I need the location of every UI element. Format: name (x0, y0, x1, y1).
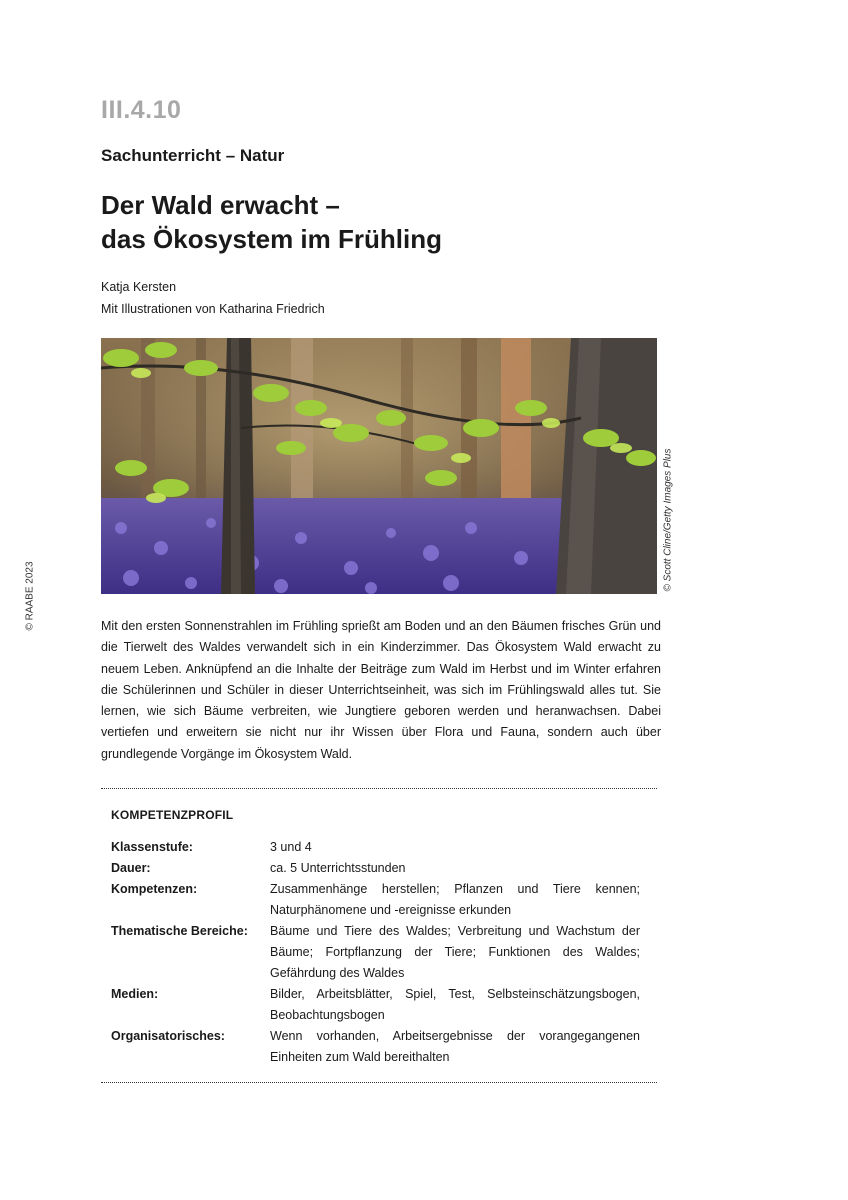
title-line-1: Der Wald erwacht – (101, 190, 340, 220)
profile-label: Dauer: (111, 861, 151, 875)
profile-label: Klassenstufe: (111, 840, 193, 854)
profile-row-medien (111, 984, 657, 1026)
divider-bottom (101, 1082, 657, 1083)
profile-row-organisatorisches (111, 1026, 657, 1068)
side-copyright: © RAABE 2023 (24, 561, 36, 631)
page-title (101, 188, 442, 256)
forest-photo-illustration (101, 338, 657, 594)
profile-value: Wenn vorhanden, Arbeitsergebnisse der vorangegangenen Einheiten zum Wald bereithalten (270, 1029, 640, 1064)
profile-row-klassenstufe (111, 837, 657, 858)
profile-value: 3 und 4 (270, 840, 312, 854)
photo-credit: © Scott Cline/Getty Images Plus (662, 448, 674, 592)
forest-photo (101, 338, 657, 594)
profile-label: Thematische Bereiche: (111, 924, 248, 938)
profile-row-dauer (111, 858, 657, 879)
profile-heading: KOMPETENZPROFIL (111, 808, 234, 822)
intro-paragraph: Mit den ersten Sonnenstrahlen im Frühling sprießt am Boden und an den Bäumen frisches Grün und die Tierwelt des Waldes verwandelt sich in ein Kinderzimmer. Das Ökosystem Wald erwacht zu neuem Leben. Anknüpfend an die Inhalte der Beiträge zum Wald im Herbst und im Winter erfahren die Schülerinnen und Schüler in dieser Unterrichtseinheit, was sich im Frühlingswald alles tut. Sie lernen, wie sich Bäume verbreiten, wie Jungtiere geboren werden und heranwachsen. Dabei vertiefen und erweitern sie nicht nur ihr Wissen über Flora und Fauna, sondern auch über grundlegende Vorgänge im Ökosystem Wald. (101, 619, 661, 761)
title-line-2: das Ökosystem im Frühling (101, 224, 442, 254)
unit-number: III.4.10 (101, 96, 182, 124)
subject-heading: Sachunterricht – Natur (101, 146, 285, 165)
profile-value: ca. 5 Unterrichtsstunden (270, 861, 406, 875)
profile-label: Kompetenzen: (111, 882, 198, 896)
illustrator-credit: Mit Illustrationen von Katharina Friedrich (101, 302, 325, 316)
profile-value: Bilder, Arbeitsblätter, Spiel, Test, Selbsteinschätzungsbogen, Beobachtungsbogen (270, 987, 640, 1022)
profile-label: Organisatorisches: (111, 1029, 225, 1043)
profile-row-kompetenzen (111, 879, 657, 921)
profile-label: Medien: (111, 987, 159, 1001)
author: Katja Kersten (101, 280, 177, 294)
profile-value: Zusammenhänge herstellen; Pflanzen und Tiere kennen; Naturphänomene und -ereignisse erkunden (270, 882, 640, 917)
divider-top (101, 788, 657, 789)
profile-row-thematische-bereiche (111, 921, 657, 984)
profile-value: Bäume und Tiere des Waldes; Verbreitung und Wachstum der Bäume; Fortpflanzung der Tiere; Funktionen des Waldes; Gefährdung des Waldes (270, 924, 640, 980)
